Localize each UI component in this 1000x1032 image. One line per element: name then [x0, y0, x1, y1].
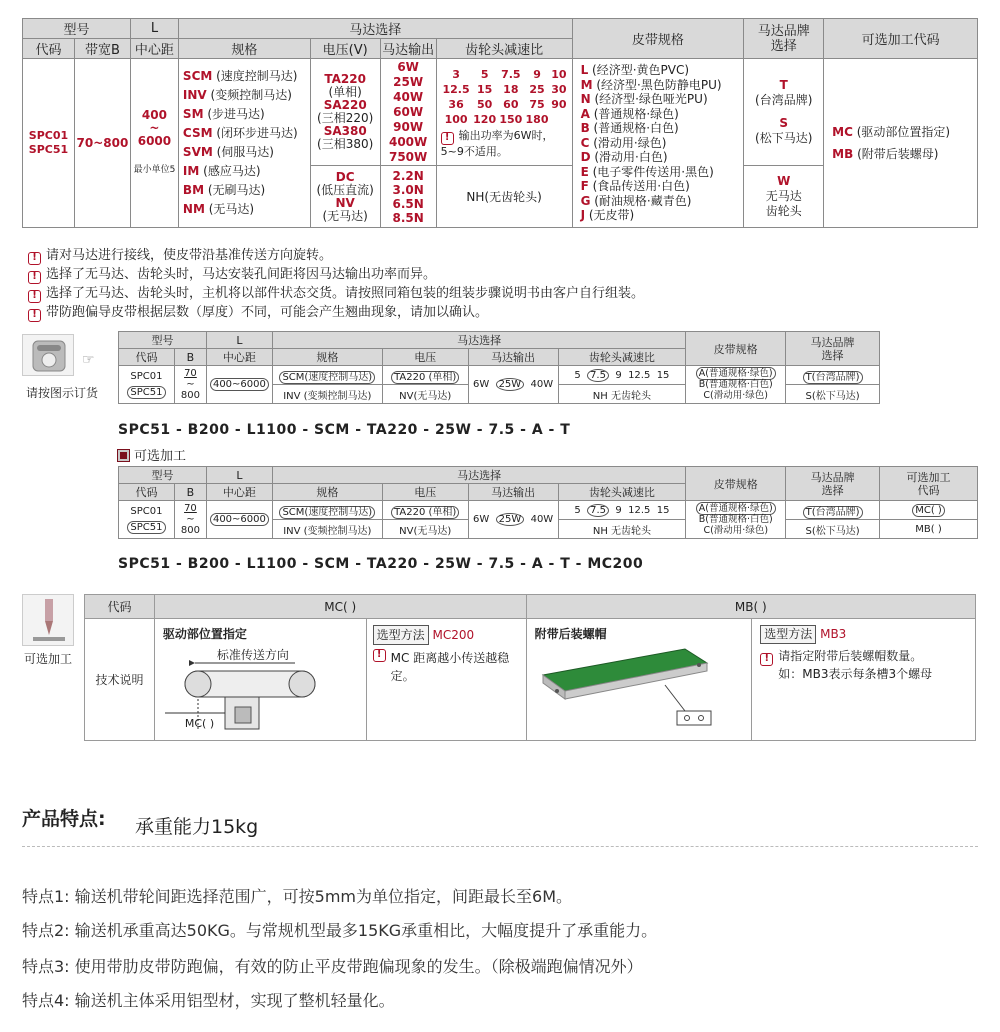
code-spc01: SPC01: [28, 129, 69, 142]
optional-code: MB: [832, 147, 854, 161]
l-header: L: [130, 19, 178, 39]
proc-mb-note2: 如：MB3表示每条槽3个螺母: [778, 667, 933, 681]
belt-item: [581, 121, 744, 136]
voltage-desc: (三相380): [317, 137, 374, 151]
o2-brand1: [786, 501, 880, 520]
o2-brand-header: 马达品牌 选择: [786, 467, 880, 501]
proc-mc-select-cell: [366, 619, 526, 741]
center-max: 6000: [137, 134, 172, 148]
voltage-code: TA220: [324, 72, 366, 86]
motor-spec-item: [183, 200, 310, 219]
motor-spec-desc: (伺服马达): [212, 145, 274, 159]
o1-l-header: L: [206, 332, 272, 349]
o1-belt-a: A(普通规格·绿色): [696, 367, 776, 380]
features-subtitle: 承重能力15kg: [135, 816, 259, 838]
o1-r-125: 12.5: [628, 369, 651, 381]
belt-desc: (经济型·绿色哑光PU): [590, 92, 708, 107]
brand-code: S: [779, 116, 789, 130]
motor-spec-code: NM: [182, 202, 205, 216]
o2-r-15: 15: [656, 504, 670, 516]
proc-mc-dim: MC( ): [184, 717, 215, 730]
order-code-2: SPC51 - B200 - L1100 - SCM - TA220 - 25W - 7.5 - A - T - MC200: [118, 556, 644, 572]
belt-item: [581, 165, 744, 180]
proc-mb-select-cell: [752, 619, 976, 741]
brand-code: T: [779, 78, 788, 92]
order-code-1: SPC51 - B200 - L1100 - SCM - TA220 - 25W - 7.5 - A - T: [118, 422, 571, 438]
belt-code: C: [580, 135, 590, 150]
center-dist-cell: [130, 59, 178, 228]
proc-mb-diagram-cell: [526, 619, 752, 741]
o2-belt-header: 皮带规格: [686, 467, 786, 501]
o2-center-value: 400~6000: [210, 513, 269, 526]
ratio-value: 15: [476, 82, 493, 96]
motor-spec-item: [183, 86, 310, 105]
optional-label: [118, 445, 186, 464]
voltage-desc: (三相220): [317, 111, 374, 125]
o1-r-15: 15: [656, 369, 670, 381]
o1-voltage-header: 电压: [382, 349, 468, 366]
o1-ratios: [558, 366, 686, 385]
o1-b-tilde: ~: [186, 379, 195, 390]
ratio-value: 180: [525, 112, 549, 126]
belt-desc: (滑动用·绿色): [589, 135, 667, 150]
o1-outputs: [468, 366, 558, 404]
motor-spec-item: [183, 124, 310, 143]
proc-mc-note: MC 距离越小传送越稳定。: [390, 651, 510, 683]
ratio-grid: [441, 67, 568, 127]
o1-motor-header: 马达选择: [272, 332, 685, 349]
belt-item: [581, 92, 744, 107]
ratio-value: 9: [533, 67, 541, 81]
o2-r-9: 9: [615, 504, 622, 516]
belt-list: [572, 59, 744, 228]
ratio-value: [550, 112, 567, 127]
warning-icon: !: [28, 309, 41, 322]
o1-codes: [119, 366, 175, 404]
belt-code: M: [580, 77, 593, 92]
model-header: 型号: [23, 19, 131, 39]
voltage-lower-desc: (无马达): [322, 208, 368, 223]
note-text: 请对马达进行接线，使皮带沿基准传送方向旋转。: [46, 248, 333, 263]
ratio-value: 60: [503, 97, 519, 111]
o2-volt1-value: TA220 (单相): [391, 506, 459, 519]
center-dist-header: 中心距: [130, 39, 178, 59]
order-table-2: [118, 466, 978, 539]
ratio-value: 5: [480, 67, 489, 81]
mb-conveyor-diagram: [535, 645, 745, 735]
motor-spec-desc: (速度控制马达): [212, 69, 298, 83]
o2-ratio-header: 齿轮头减速比: [558, 484, 686, 501]
belt-desc: (经济型·黄色PVC): [588, 63, 690, 78]
o1-b-max: 800: [180, 390, 200, 401]
motor-spec-item: [183, 181, 310, 200]
motor-spec-desc: (步进马达): [203, 107, 265, 121]
o1-spec1: [272, 366, 382, 385]
voltage-code: SA220: [323, 98, 367, 112]
optional-code: MC: [832, 125, 853, 139]
belt-item: [581, 208, 744, 223]
o2-belts: [686, 501, 786, 539]
o1-center-header: 中心距: [206, 349, 272, 366]
motor-spec-item: [183, 105, 310, 124]
voltage-lower-desc: (低压直流): [316, 182, 374, 197]
o1-spec1-value: SCM(速度控制马达): [279, 371, 375, 384]
proc-code-header: 代码: [85, 595, 155, 619]
o2-center: [206, 501, 272, 539]
belt-code: B: [580, 121, 590, 136]
o2-b-tilde: ~: [186, 514, 195, 525]
motor-spec-code: CSM: [182, 126, 213, 140]
proc-mb-select-value: MB3: [820, 627, 847, 641]
o1-brand1: [786, 366, 880, 385]
o1-brand-t: T(台湾品牌): [803, 371, 863, 384]
ratio-value: 90: [551, 97, 567, 111]
belt-width-value: 70~800: [74, 59, 130, 228]
proc-mb-note1: 请指定附带后装螺帽数量。: [778, 649, 923, 663]
voltage-list: [310, 59, 380, 166]
proc-mc-select-value: MC200: [432, 628, 475, 642]
belt-desc: (滑动用·白色): [590, 150, 668, 165]
o1-code-header: 代码: [119, 349, 175, 366]
belt-item: [581, 107, 744, 122]
o2-spec1-value: SCM(速度控制马达): [279, 506, 375, 519]
motor-spec-item: [183, 143, 310, 162]
o2-r-125: 12.5: [628, 504, 651, 516]
warning-icon: !: [28, 290, 41, 303]
o2-model-header: 型号: [119, 467, 207, 484]
output-value: 750W: [388, 149, 428, 164]
proc-mc-select-label: 选型方法: [373, 625, 429, 645]
voltage-lower-code: DC: [335, 169, 355, 184]
proc-mb-header: MB( ): [526, 595, 975, 619]
optional-item: [832, 143, 977, 165]
ratio-header: 齿轮头减速比: [436, 39, 572, 59]
motor-spec-code: INV: [182, 88, 207, 102]
o1-center: [206, 366, 272, 404]
belt-code: D: [580, 150, 591, 165]
order-icon-label: 请按图示订货: [25, 386, 98, 400]
motor-spec-item: [183, 67, 310, 86]
o1-brand-header: 马达品牌 选择: [786, 332, 880, 366]
output-value: 25W: [393, 74, 424, 89]
o2-brand-s: S(松下马达): [786, 520, 880, 539]
o2-l-header: L: [206, 467, 272, 484]
belt-code: G: [580, 193, 591, 208]
o2-code-spc51: SPC51: [127, 521, 165, 534]
note-text: 选择了无马达、齿轮头时，主机将以部件状态交货。请按照同箱包装的组装步骤说明书由客户自行组装。: [46, 286, 645, 301]
o2-output-header: 马达输出: [468, 484, 558, 501]
o2-opt-mc: MC( ): [912, 504, 945, 517]
optional-code-header: 可选加工代码: [824, 19, 978, 59]
brand-w-desc1: 无马达: [765, 189, 802, 203]
o2-belt-c: C(滑动用·绿色): [703, 525, 769, 536]
voltage-lower-code: NV: [335, 195, 355, 210]
voltage-header: 电压(V): [310, 39, 380, 59]
belt-item: [581, 194, 744, 209]
belt-desc: (普通规格·绿色): [589, 106, 679, 121]
belt-code: L: [580, 63, 589, 78]
output-w-list: [380, 59, 436, 166]
code-header: 代码: [23, 39, 75, 59]
optional-item: [832, 121, 977, 143]
brand-w-desc2: 齿轮头: [765, 204, 802, 218]
ratio-nh: NH(无齿轮头): [436, 166, 572, 228]
note-item: [28, 303, 644, 322]
o1-spec-header: 规格: [272, 349, 382, 366]
ratio-value: 12.5: [442, 82, 470, 96]
warning-icon: !: [760, 653, 773, 666]
belt-item: [581, 136, 744, 151]
motor-spec-code: SCM: [182, 69, 213, 83]
belt-spec-header: 皮带规格: [572, 19, 744, 59]
belt-item: [581, 150, 744, 165]
belt-desc: (耐油规格·藏青色): [590, 193, 692, 208]
optional-desc: (驱动部位置指定): [852, 125, 951, 139]
ratio-value: 120: [473, 112, 497, 126]
belt-code: N: [580, 92, 591, 107]
belt-code: A: [580, 106, 590, 121]
ratio-value: 18: [503, 82, 519, 96]
proc-mc-direction: 标准传送方向: [216, 648, 289, 662]
feature-item-2: 特点2: 输送机承重高达50KG。与常规机型最多15KG承重相比，大幅度提升了承重能力。: [22, 921, 658, 940]
output-value: 60W: [393, 104, 424, 119]
o1-r-5: 5: [574, 369, 581, 381]
o2-opt1: [880, 501, 978, 520]
output-value: 400W: [388, 134, 428, 149]
o2-belt-a: A(普通规格·绿色): [696, 502, 776, 515]
motor-spec-code: SVM: [182, 145, 213, 159]
output-value: 6.5N: [392, 196, 424, 211]
belt-desc: (无皮带): [585, 208, 635, 223]
ratio-value: 3: [452, 67, 460, 81]
note-text: 选择了无马达、齿轮头时，马达安装孔间距将因马达输出功率而异。: [46, 267, 437, 282]
o2-volt2: NV(无马达): [382, 520, 468, 539]
o1-out-25w: 25W: [496, 378, 525, 391]
notes-list: [28, 246, 644, 322]
o2-opt-header: 可选加工 代码: [880, 467, 978, 501]
belt-item: [581, 78, 744, 93]
ratio-value: 10: [551, 67, 567, 81]
motor-spec-desc: (变频控制马达): [206, 88, 292, 102]
proc-tech-label: 技术说明: [85, 619, 155, 741]
brand-item: [744, 78, 823, 108]
o2-b-header: B: [174, 484, 206, 501]
o1-ratio-header: 齿轮头减速比: [558, 349, 686, 366]
proc-mc-title: 驱动部位置指定: [162, 627, 247, 641]
brand-list: [744, 59, 824, 166]
o1-model-header: 型号: [119, 332, 207, 349]
output-value: 2.2N: [392, 168, 424, 183]
o2-spec-header: 规格: [272, 484, 382, 501]
ratio-value: 150: [499, 112, 523, 126]
code-spc51: SPC51: [28, 143, 69, 156]
warning-icon: !: [28, 252, 41, 265]
o2-codes: [119, 501, 175, 539]
o2-spec2: INV (变频控制马达): [272, 520, 382, 539]
o2-out-25w: 25W: [496, 513, 525, 526]
o1-b-min: 70: [184, 368, 197, 379]
belt-code: F: [580, 179, 589, 194]
o2-r-75: 7.5: [587, 504, 609, 517]
o1-output-header: 马达输出: [468, 349, 558, 366]
belt-desc: (食品传送用·白色): [588, 179, 690, 194]
processing-table: [84, 594, 976, 741]
brand-desc: (台湾品牌): [755, 93, 813, 107]
o1-spec2: INV (变频控制马达): [272, 385, 382, 404]
ratio-value: 25: [529, 82, 545, 96]
o2-outputs: [468, 501, 558, 539]
optional-desc: (附带后装螺母): [853, 147, 939, 161]
o1-brand-s: S(松下马达): [786, 385, 880, 404]
o2-ratio-nh: NH 无齿轮头: [558, 520, 686, 539]
ratio-cell: 3 5 7.5 9 10 12.5 15 18 25 30 36 50 60 75 90 100 120 150 180 ! 输出功率为6W时，5~9不适用。: [436, 59, 572, 166]
spec-header: 规格: [178, 39, 310, 59]
o1-b-header: B: [174, 349, 206, 366]
motor-spec-code: IM: [182, 164, 200, 178]
o1-b-range: [174, 366, 206, 404]
o1-r-9: 9: [615, 369, 622, 381]
motor-select-header: 马达选择: [178, 19, 572, 39]
ratio-value: 75: [529, 97, 545, 111]
voltage-desc: (单相): [328, 85, 362, 99]
brand-desc: (松下马达): [755, 131, 813, 145]
belt-item: [581, 63, 744, 78]
brand-w: [744, 166, 824, 228]
o2-motor-header: 马达选择: [272, 467, 685, 484]
belt-desc: (电子零件传送用·黑色): [588, 164, 714, 179]
output-value: 8.5N: [392, 210, 424, 225]
ratio-value: 30: [551, 82, 567, 96]
output-value: 6W: [397, 59, 419, 74]
o1-out-40w: 40W: [530, 379, 554, 390]
note-item: [28, 265, 644, 284]
o2-out-40w: 40W: [530, 514, 554, 525]
output-header: 马达输出: [380, 39, 436, 59]
o1-volt2: NV(无马达): [382, 385, 468, 404]
cutting-tool-icon: [22, 594, 74, 646]
o1-code-spc51: SPC51: [127, 386, 165, 399]
motor-spec-code: SM: [182, 107, 204, 121]
o2-spec1: [272, 501, 382, 520]
ratio-value: 50: [476, 97, 493, 111]
phone-icon: [22, 334, 74, 376]
optional-label-text: 可选加工: [134, 449, 187, 464]
output-n-list: [380, 166, 436, 228]
voltage-code: SA380: [323, 124, 367, 138]
o2-ratios: [558, 501, 686, 520]
feature-item-4: 特点4: 输送机主体采用铝型材，实现了整机轻量化。: [22, 991, 395, 1010]
motor-spec-code: BM: [182, 183, 205, 197]
motor-spec-list: [178, 59, 310, 228]
belt-desc: (普通规格·白色): [589, 121, 679, 136]
note-text: 带防跑偏导皮带根据层数（厚度）不同，可能会产生翘曲现象，请加以确认。: [46, 305, 489, 320]
o1-volt1: [382, 366, 468, 385]
ratio-note: 输出功率为6W时，5~9不适用。: [440, 128, 554, 158]
ratio-value: 36: [448, 97, 464, 111]
pointing-hand-icon: ☞: [82, 352, 95, 368]
o2-b-min: 70: [184, 503, 197, 514]
feature-item-1: 特点1: 输送机带轮间距选择范围广，可按5mm为单位指定，间距最长至6M。: [22, 887, 572, 906]
center-min: 400: [141, 108, 167, 122]
o2-center-header: 中心距: [206, 484, 272, 501]
o2-out-6w: 6W: [472, 514, 490, 525]
belt-item: [581, 179, 744, 194]
center-tilde: ~: [149, 121, 160, 135]
motor-spec-item: [183, 162, 310, 181]
o2-voltage-header: 电压: [382, 484, 468, 501]
o2-b-max: 800: [180, 525, 200, 536]
output-value: 90W: [393, 119, 424, 134]
square-bullet-icon: [118, 450, 129, 461]
center-note: 最小单位5: [133, 165, 176, 175]
spec-table: [22, 18, 978, 228]
feature-item-3: 特点3: 使用带肋皮带防跑偏，有效的防止平皮带跑偏现象的发生。（除极端跑偏情况外）: [22, 957, 643, 976]
ratio-value: 100: [444, 112, 468, 126]
order-table-1: [118, 331, 880, 404]
motor-spec-desc: (感应马达): [199, 164, 261, 178]
output-value: 3.0N: [392, 182, 424, 197]
brand-item: [744, 116, 823, 146]
features-divider: [22, 846, 978, 847]
o1-belt-c: C(滑动用·绿色): [703, 390, 768, 401]
motor-spec-desc: (无刷马达): [204, 183, 266, 197]
note-item: [28, 246, 644, 265]
o2-r-5: 5: [574, 504, 581, 516]
belt-desc: (经济型·黑色防静电PU): [592, 77, 722, 92]
output-value: 40W: [393, 89, 424, 104]
belt-code: J: [580, 208, 586, 223]
brand-w-code: W: [777, 174, 791, 188]
optional-list: [824, 59, 978, 228]
proc-mc-header: MC( ): [154, 595, 526, 619]
features-title: 产品特点:: [22, 808, 106, 830]
belt-width-header: 带宽B: [74, 39, 130, 59]
voltage-lower-list: [310, 166, 380, 228]
proc-mb-title: 附带后装螺帽: [534, 627, 607, 641]
o1-volt1-value: TA220 (单相): [391, 371, 459, 384]
o2-volt1: [382, 501, 468, 520]
o1-belt-b: B(普通规格·白色): [698, 379, 773, 390]
o2-opt-mb: MB( ): [880, 520, 978, 539]
motor-spec-desc: (闭环步进马达): [212, 126, 298, 140]
model-codes: [23, 59, 75, 228]
proc-mb-select-label: 选型方法: [760, 625, 816, 644]
motor-spec-desc: (无马达): [204, 202, 255, 216]
motor-brand-header: 马达品牌 选择: [744, 19, 824, 59]
o1-out-6w: 6W: [472, 379, 490, 390]
proc-mc-diagram-cell: [154, 619, 366, 741]
o2-b-range: [174, 501, 206, 539]
ratio-value: 7.5: [501, 67, 521, 81]
warning-icon: !: [373, 649, 386, 662]
o2-brand-t: T(台湾品牌): [803, 506, 863, 519]
o1-center-value: 400~6000: [210, 378, 269, 391]
o2-code-spc01: SPC01: [130, 505, 163, 517]
belt-code: E: [580, 164, 589, 179]
o1-belts: [686, 366, 786, 404]
processing-icon-label: 可选加工: [23, 652, 72, 666]
warning-icon: !: [28, 271, 41, 284]
o1-r-75: 7.5: [587, 369, 609, 382]
note-item: [28, 284, 644, 303]
o1-ratio-nh: NH 无齿轮头: [558, 385, 686, 404]
o2-belt-b: B(普通规格·白色): [698, 514, 773, 525]
o1-belt-header: 皮带规格: [686, 332, 786, 366]
o1-code-spc01: SPC01: [130, 370, 163, 382]
o2-code-header: 代码: [119, 484, 175, 501]
